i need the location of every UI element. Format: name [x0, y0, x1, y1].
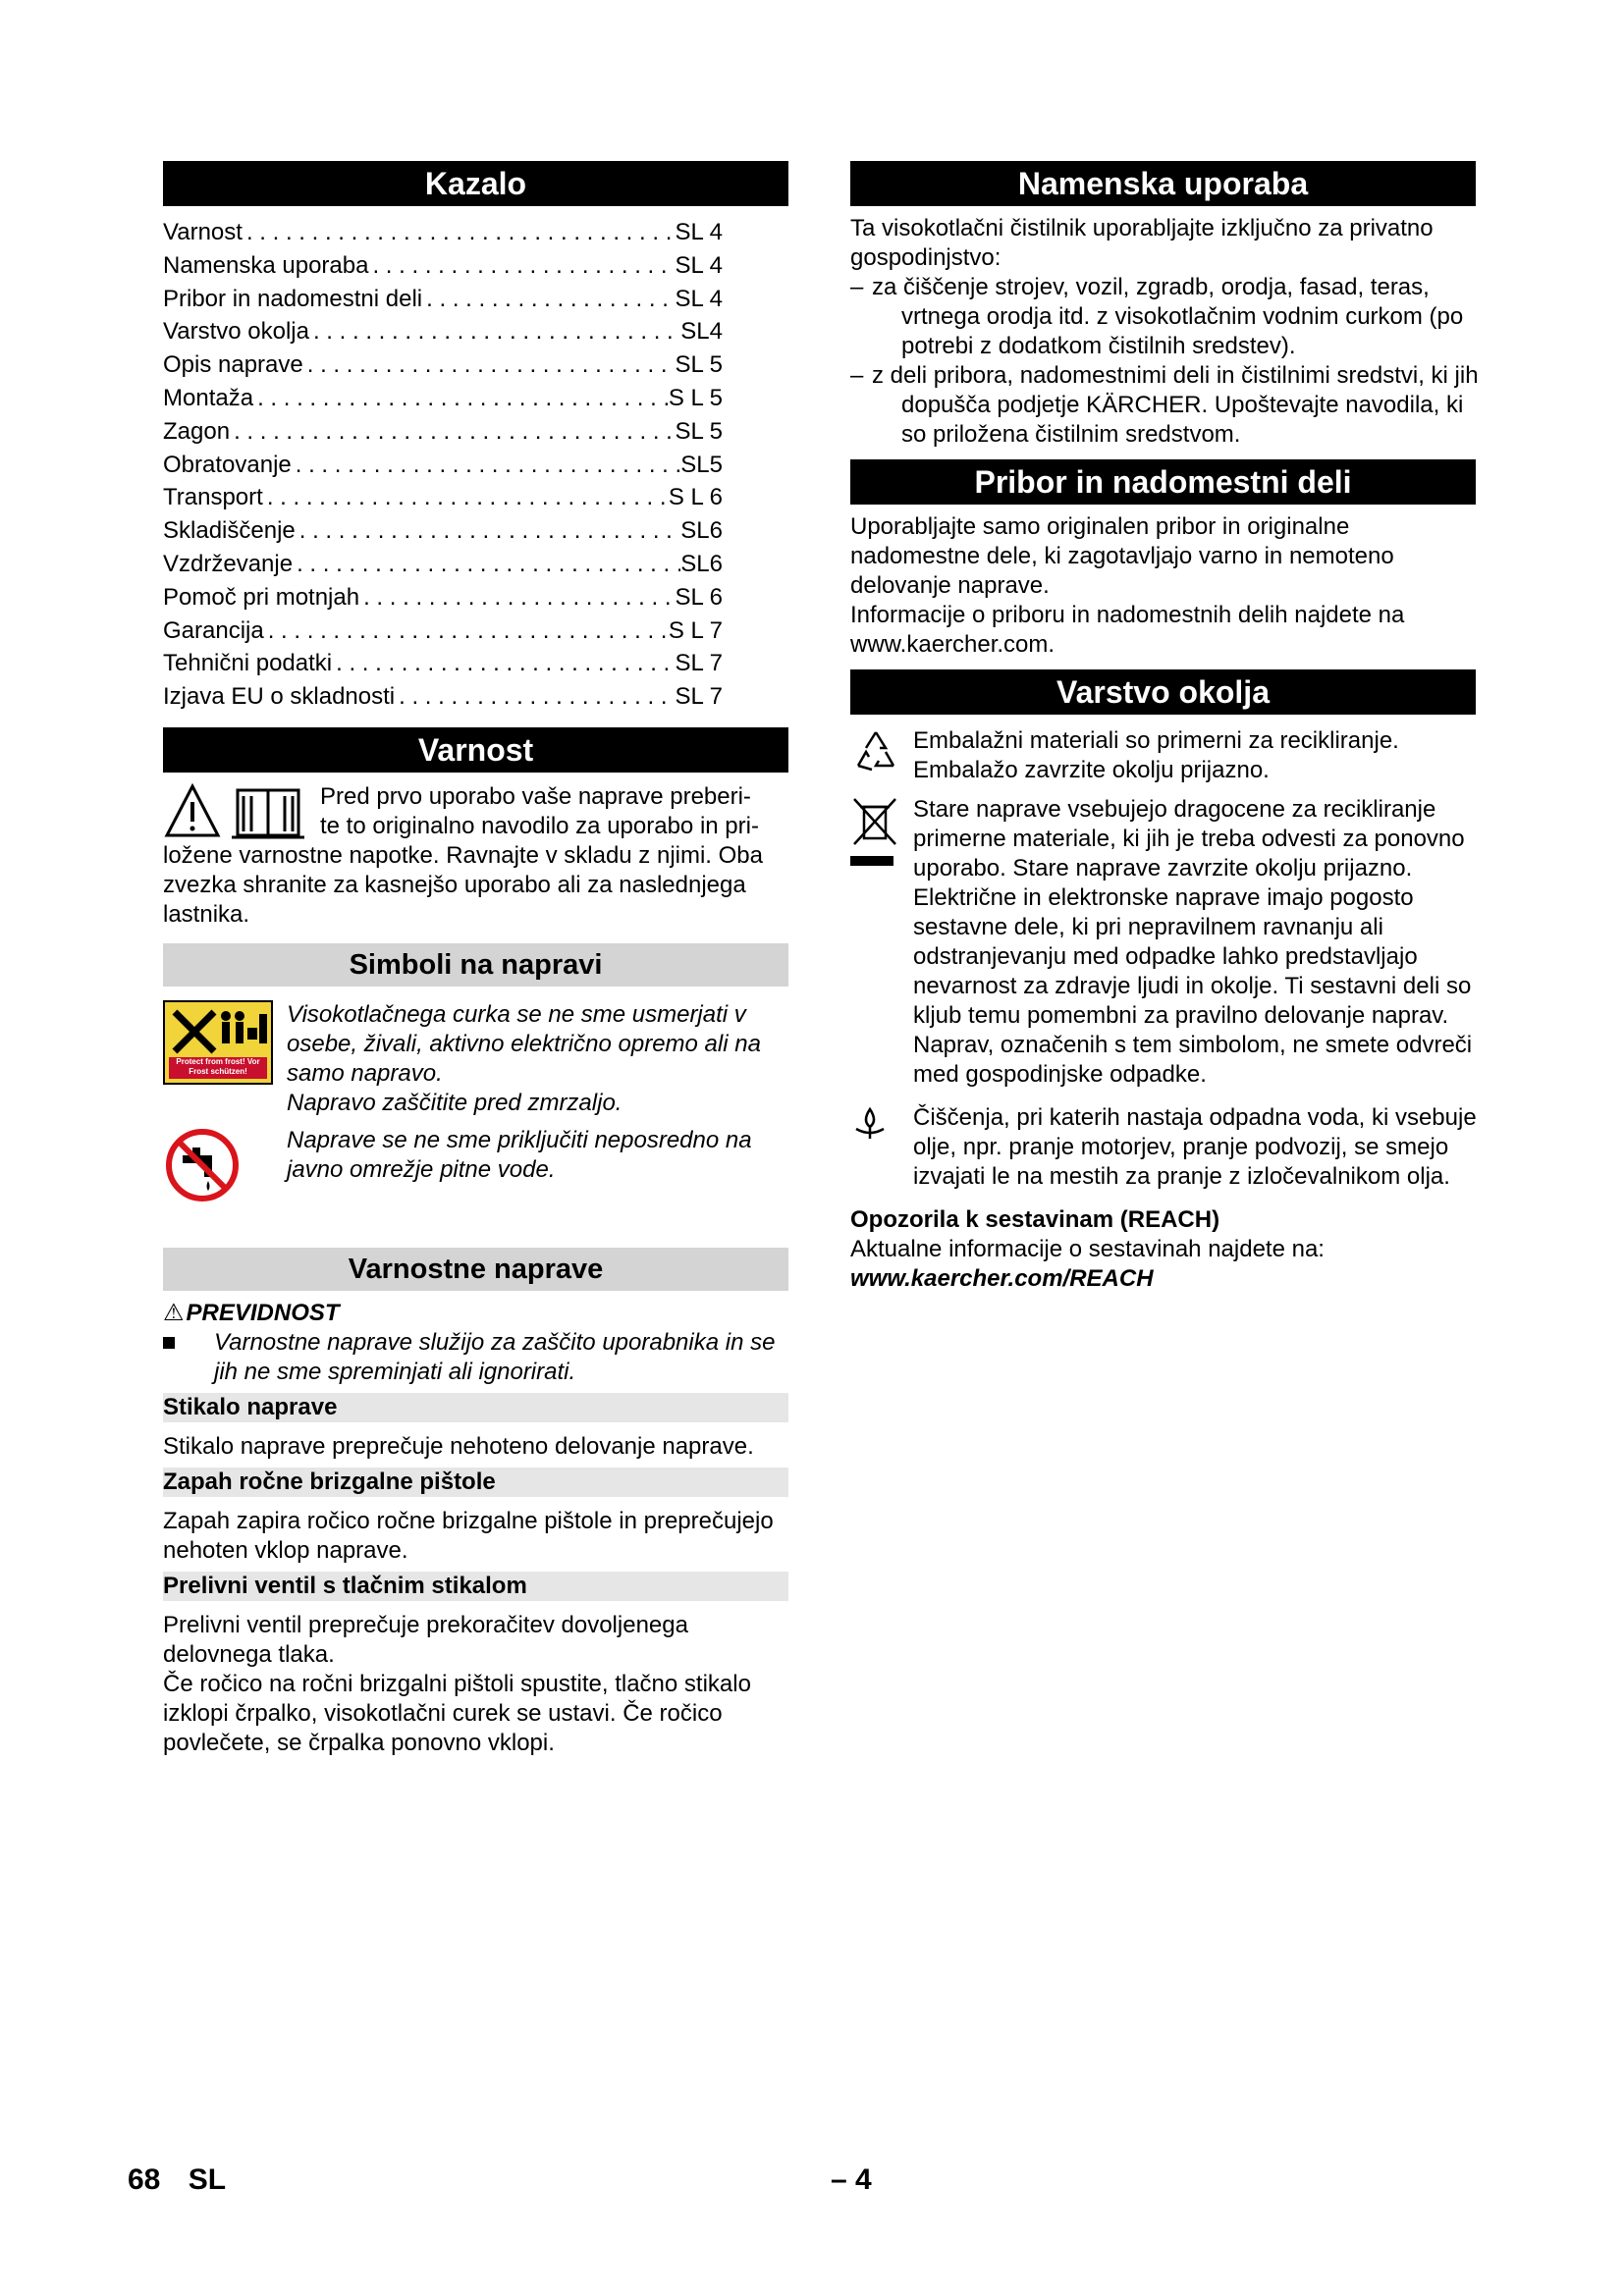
frost-warning-badge: Protect from frost! Vor Frost schützen! — [169, 1057, 267, 1079]
varstvo-row-oil — [850, 1103, 1484, 1192]
toc-page-ref: SL 6 — [675, 583, 723, 611]
toc-row[interactable] — [163, 614, 723, 648]
toc-label: Opis naprave — [163, 351, 303, 379]
symbol-1-text-frost: Napravo zaščitite pred zmrzaljo. — [287, 1089, 623, 1116]
subsection-text-prelivni-1: Prelivni ventil preprečuje prekoračitev dovoljenega delovnega tlaka. — [163, 1611, 688, 1668]
toc-page-ref: SL6 — [680, 517, 723, 545]
namenska-item-2: – z deli pribora, nadomestnimi deli in čistilnimi sredstvi, ki jih dopušča podjetje KÄRCHER. Upoštevajte navodila, ki so priložena čistilnim sredstvom. — [850, 362, 1479, 448]
section-title-kazalo: Kazalo — [163, 161, 788, 206]
toc-row[interactable] — [163, 481, 723, 514]
subsection-text-stikalo: Stikalo naprave preprečuje nehoteno delovanje naprave. — [163, 1432, 754, 1460]
toc-label: Obratovanje — [163, 451, 292, 478]
reach-link[interactable]: www.kaercher.com/REACH — [850, 1265, 1154, 1292]
section-title-namenska: Namenska uporaba — [850, 161, 1476, 206]
toc-leader-dots — [296, 514, 681, 548]
toc-row[interactable] — [163, 415, 723, 449]
toc-page-ref: SL 7 — [675, 683, 723, 711]
toc-label: Zagon — [163, 417, 231, 445]
symbol-1-text: Visokotlačnega curka se ne sme usmerjati v osebe, živali, aktivno električno opremo ali na samo napravo. — [287, 1000, 761, 1087]
varnost-intro-rest: ložene varnostne napotke. Ravnajte v skladu z njimi. Oba zvezka shranite za kasnejšo uporabo ali za naslednjega lastnika. — [163, 841, 764, 928]
toc-leader-dots — [332, 647, 675, 680]
namenska-intro: Ta visokotlačni čistilnik uporabljajte izključno za privatno gospodinjstvo: — [850, 215, 1434, 271]
caution-triangle-icon: ⚠ — [163, 1299, 185, 1326]
section-title-simboli: Simboli na napravi — [163, 943, 788, 987]
toc-row[interactable] — [163, 382, 723, 415]
toc-label: Garancija — [163, 616, 264, 644]
toc-row[interactable] — [163, 647, 723, 680]
varstvo-row-recycle — [850, 726, 1484, 785]
toc-leader-dots — [395, 680, 675, 714]
subsection-text-zapah: Zapah zapira ročico ročne brizgalne pištole in preprečujejo nehoten vklop naprave. — [163, 1507, 774, 1564]
bullet-square-icon — [163, 1337, 175, 1349]
toc-row[interactable] — [163, 249, 723, 283]
toc-label: Varnost — [163, 219, 243, 245]
oil-separator-icon — [850, 1103, 890, 1143]
toc-page-ref: S L 6 — [668, 484, 723, 511]
toc-leader-dots — [230, 415, 675, 449]
toc-page-ref: SL 4 — [675, 219, 723, 245]
subsection-title-stikalo: Stikalo naprave — [163, 1393, 788, 1422]
weee-bar-icon — [850, 856, 893, 866]
toc-page-ref: SL6 — [680, 550, 723, 577]
varstvo-text-4: Čiščenja, pri katerih nastaja odpadna voda, ki vsebuje olje, npr. pranje motorjev, pranje podvozij, se smejo izvajati le na mestih za pranje z izločevalnikom olja. — [913, 1104, 1477, 1190]
toc-label: Vzdrževanje — [163, 550, 294, 577]
page-number: 68 — [128, 2163, 161, 2196]
caution-item: Varnostne naprave služijo za zaščito uporabnika in se jih ne sme spreminjati ali ignorirati. — [163, 1328, 801, 1387]
toc-page-ref: SL4 — [680, 318, 723, 346]
toc-leader-dots — [293, 548, 680, 581]
left-column — [163, 161, 801, 1758]
toc-leader-dots — [292, 449, 681, 482]
section-title-pribor: Pribor in nadomestni deli — [850, 459, 1476, 505]
pribor-text-2: Informacije o priboru in nadomestnih delih najdete na www.kaercher.com. — [850, 602, 1405, 658]
toc-row[interactable] — [163, 216, 723, 249]
toc-page-ref: SL 7 — [675, 650, 723, 677]
crossed-bin-icon — [850, 795, 901, 854]
toc-page-ref: SL 4 — [675, 285, 723, 312]
varstvo-row-weee — [850, 795, 1484, 1103]
toc-leader-dots — [359, 581, 675, 614]
page-footer-left — [128, 2163, 226, 2197]
varnost-intro — [163, 782, 801, 930]
reach-title: Opozorila k sestavinam (REACH) — [850, 1206, 1220, 1233]
toc-label: Montaža — [163, 384, 254, 411]
toc-label: Namenska uporaba — [163, 251, 369, 279]
symbol-2-text: Naprave se ne sme priključiti neposredno na javno omrežje pitne vode. — [287, 1126, 752, 1183]
toc-page-ref: SL 5 — [675, 417, 723, 445]
toc-row[interactable] — [163, 548, 723, 581]
varstvo-text-3: Električne in elektronske naprave imajo pogosto sestavne dele, ki pri nepravilnem ravnanju ali odstranjevanju med odpadke lahko predstavljajo nevarnost za zdravje ljudi in okolje. Ti sestavni deli so kljub temu pomembni za pravilno delovanje naprav. Naprav, označenih s tem simbolom, ne smete odvreči med gospodinjske odpadke. — [913, 884, 1473, 1088]
toc-leader-dots — [368, 249, 675, 283]
toc-label: Transport — [163, 484, 263, 511]
toc-label: Izjava EU o skladnosti — [163, 683, 396, 711]
subsection-title-prelivni: Prelivni ventil s tlačnim stikalom — [163, 1572, 788, 1601]
toc-leader-dots — [263, 481, 669, 514]
section-title-varnost: Varnost — [163, 727, 788, 773]
reach-text: Aktualne informacije o sestavinah najdete na: — [850, 1236, 1325, 1262]
toc-label: Skladiščenje — [163, 517, 296, 545]
toc-leader-dots — [309, 315, 680, 348]
toc-label: Varstvo okolja — [163, 318, 309, 346]
toc-leader-dots — [303, 348, 676, 382]
warning-manual-icon — [163, 782, 320, 841]
namenska-item-1: – za čiščenje strojev, vozil, zgradb, orodja, fasad, teras, vrtnega orodja itd. z visokotlačnim vodnim curkom (po potrebi z dodatkom čistilnih sredstev). — [850, 274, 1464, 359]
toc-leader-dots — [243, 216, 676, 249]
toc-row[interactable] — [163, 680, 723, 714]
symbol-row-1 — [163, 1000, 801, 1118]
toc-page-ref: SL 5 — [675, 351, 723, 379]
language-code: SL — [188, 2163, 227, 2196]
toc-label: Pomoč pri motnjah — [163, 583, 360, 611]
varstvo-text-2: Stare naprave vsebujejo dragocene za recikliranje primerne materiale, ki jih je treba odvesti za ponovno uporabo. Stare naprave zavrzite okolju prijazno. — [913, 796, 1465, 881]
toc-leader-dots — [422, 283, 675, 316]
toc-row[interactable] — [163, 283, 723, 316]
toc-label: Pribor in nadomestni deli — [163, 285, 423, 312]
pribor-text-1: Uporabljajte samo originalen pribor in originalne nadomestne dele, ki zagotavljajo varno in nemoteno delovanje naprave. — [850, 513, 1394, 599]
no-drinking-water-icon — [163, 1126, 242, 1204]
toc-page-ref: S L 5 — [668, 384, 723, 411]
toc-page-ref: SL 4 — [675, 251, 723, 279]
toc-row[interactable] — [163, 315, 723, 348]
toc-row[interactable] — [163, 348, 723, 382]
toc-row[interactable] — [163, 514, 723, 548]
subsection-text-prelivni-2: Če ročico na ročni brizgalni pištoli spustite, tlačno stikalo izklopi črpalko, visokotlačni curek se ustavi. Če ročico povlečete, se črpalka ponovno vklopi. — [163, 1670, 751, 1756]
toc-leader-dots — [264, 614, 669, 648]
varnost-intro-line-b: te to originalno navodilo za uporabo in pri- — [320, 812, 759, 839]
section-title-varnostne-naprave: Varnostne naprave — [163, 1248, 788, 1291]
toc-label: Tehnični podatki — [163, 650, 333, 677]
toc-leader-dots — [253, 382, 669, 415]
section-title-varstvo: Varstvo okolja — [850, 669, 1476, 715]
right-column — [850, 161, 1484, 1294]
varnost-intro-line-a: Pred prvo uporabo vaše naprave preberi- — [320, 782, 751, 810]
toc-page-ref: S L 7 — [668, 616, 723, 644]
page-footer-center: – 4 — [831, 2163, 872, 2196]
recycle-icon — [850, 726, 901, 777]
caution-heading: ⚠ PREVIDNOST — [163, 1299, 340, 1326]
toc-row[interactable] — [163, 581, 723, 614]
varstvo-text-1: Embalažni materiali so primerni za recikliranje. Embalažo zavrzite okolju prijazno. — [913, 727, 1399, 783]
symbol-row-2 — [163, 1126, 801, 1204]
no-spray-frost-icon — [163, 1000, 273, 1085]
table-of-contents — [163, 216, 801, 714]
subsection-title-zapah: Zapah ročne brizgalne pištole — [163, 1468, 788, 1497]
toc-row[interactable] — [163, 449, 723, 482]
toc-page-ref: SL5 — [680, 451, 723, 478]
